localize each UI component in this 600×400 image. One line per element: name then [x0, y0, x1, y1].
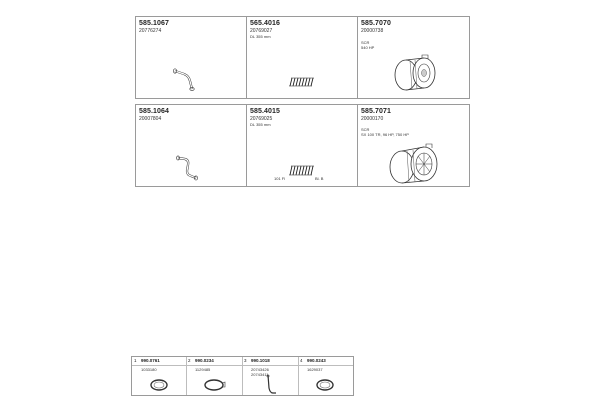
part-reference: 20000170 — [361, 116, 384, 122]
part-note: Bl. B — [315, 176, 324, 181]
accessory-code: 990.1018 — [251, 358, 270, 363]
accessory-header — [132, 357, 186, 366]
part-number: 585.1067 — [139, 20, 169, 27]
part-number: 585.7071 — [361, 108, 391, 115]
part-note: DL 355 mm — [250, 34, 271, 39]
part-number: 565.4016 — [250, 20, 280, 27]
part-reference: 20000738 — [361, 28, 384, 34]
exhaust-pipe-drawing — [174, 153, 204, 185]
part-number: 585.1064 — [139, 108, 169, 115]
part-card — [357, 16, 470, 99]
part-card — [135, 16, 248, 99]
accessory-label: 1129485 — [195, 367, 211, 372]
accessory-cell — [186, 357, 243, 395]
accessory-label: 20743426 — [251, 367, 269, 372]
part-note: DL 355 mm — [250, 122, 271, 127]
accessory-cell — [132, 357, 187, 395]
accessories-strip — [131, 356, 354, 396]
clamp-drawing — [202, 377, 226, 393]
accessory-label: 1033180 — [141, 367, 157, 372]
accessory-index: 2 — [188, 358, 191, 363]
part-note: 540 HP — [361, 45, 375, 50]
accessory-header — [298, 357, 353, 366]
scr-muffler-drawing — [392, 53, 438, 93]
accessory-code: 990.0761 — [141, 358, 160, 363]
accessory-index: 3 — [244, 358, 247, 363]
clamp-drawing — [148, 377, 170, 393]
accessory-code: 990.0243 — [307, 358, 326, 363]
part-note: SCR — [361, 127, 370, 132]
accessory-index: 4 — [300, 358, 303, 363]
part-card — [246, 104, 359, 187]
part-reference: 20769027 — [250, 28, 273, 34]
part-note: SCR — [361, 40, 370, 45]
part-note: 101 Fl — [274, 176, 286, 181]
part-note: SX 100 TR, 96 HP, 750 HP — [361, 132, 409, 137]
flex-hose-drawing — [287, 75, 317, 89]
accessory-code: 990.0234 — [195, 358, 214, 363]
part-reference: 20776274 — [139, 28, 162, 34]
accessory-index: 1 — [134, 358, 137, 363]
accessory-label: 1629037 — [307, 367, 323, 372]
scr-muffler-drawing — [388, 143, 440, 185]
part-number: 585.4015 — [250, 108, 280, 115]
exhaust-pipe-drawing — [172, 67, 204, 93]
part-card — [135, 104, 248, 187]
hanger-strap-drawing — [260, 374, 280, 395]
flex-hose-drawing — [287, 163, 317, 179]
part-reference: 20769025 — [250, 116, 273, 122]
part-card — [357, 104, 470, 187]
part-number: 585.7070 — [361, 20, 391, 27]
accessory-cell — [242, 357, 299, 395]
accessory-cell — [298, 357, 353, 395]
part-reference: 20007804 — [139, 116, 162, 122]
part-card — [246, 16, 359, 99]
accessory-label: 20743411 — [251, 372, 269, 377]
clamp-drawing — [314, 377, 336, 393]
accessory-header — [242, 357, 298, 366]
accessory-header — [186, 357, 242, 366]
